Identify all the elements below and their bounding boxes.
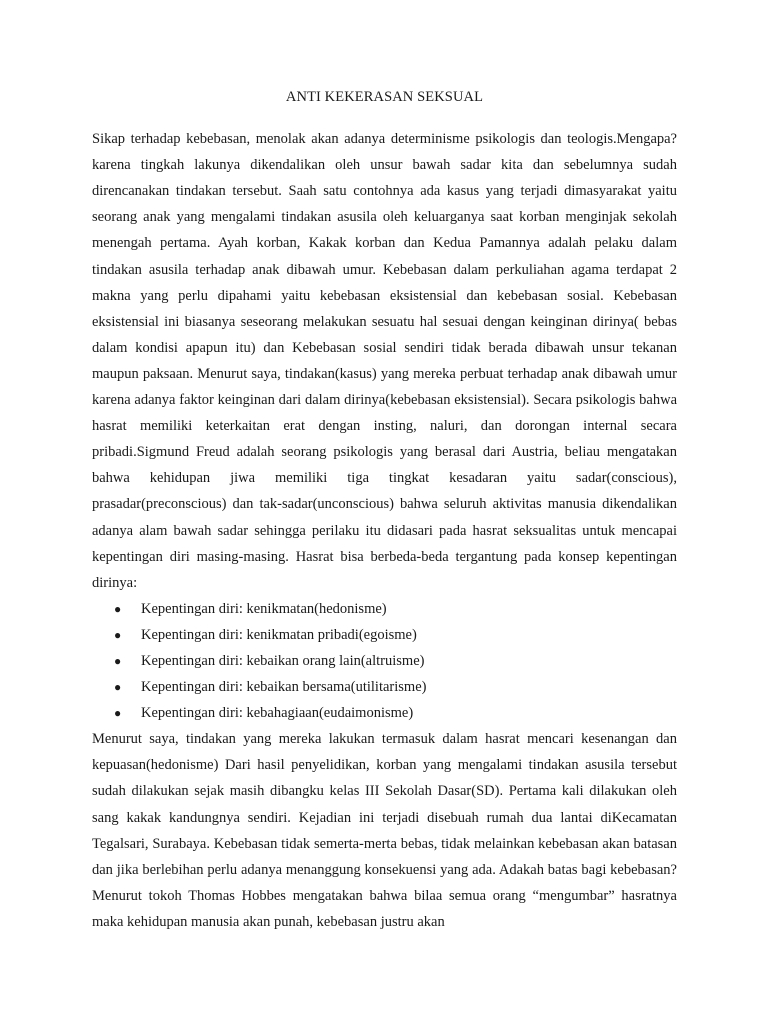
bullet-item — [114, 596, 677, 622]
bullet-item — [114, 648, 677, 674]
bullet-text: Kepentingan diri: kebaikan orang lain(altruisme) — [141, 652, 425, 669]
bullet-list — [92, 596, 677, 726]
bullet-icon: ● — [114, 627, 122, 642]
document-title: ANTI KEKERASAN SEKSUAL — [285, 89, 484, 105]
bullet-text: Kepentingan diri: kenikmatan pribadi(egoisme) — [141, 626, 417, 643]
bullet-icon: ● — [114, 601, 122, 616]
bullet-item — [114, 674, 677, 700]
bullet-icon: ● — [114, 653, 122, 668]
bullet-icon: ● — [114, 680, 122, 695]
bullet-text: Kepentingan diri: kenikmatan(hedonisme) — [141, 600, 387, 617]
bullet-item — [114, 700, 677, 726]
bullet-icon: ● — [114, 706, 122, 721]
bullet-text: Kepentingan diri: kebahagiaan(eudaimonisme) — [141, 705, 414, 722]
bullet-item — [114, 622, 677, 648]
paragraph-1: Sikap terhadap kebebasan, menolak akan adanya determinisme psikologis dan teologis.Mengapa? karena tingkah lakunya dikendalikan oleh unsur bawah sadar kita dan sebelumnya sudah direncanakan tindakan tersebut. Saah satu contohnya ada kasus yang terjadi dimasyarakat yaitu seorang anak yang mengalami tindakan asusila oleh keluarganya saat korban menginjak sekolah menengah pertama. Ayah korban, Kakak korban dan Kedua Pamannya adalah pelaku dalam tindakan asusila terhadap anak dibawah umur. Kebebasan dalam perkuliahan agama terdapat 2 makna yang perlu dipahami yaitu kebebasan eksistensial dan kebebasan sosial. Kebebasan eksistensial ini biasanya seseorang melakukan sesuatu hal sesuai dengan keinginan dirinya( bebas dalam kondisi apapun itu) dan Kebebasan sosial sendiri tidak berada dibawah unsur tekanan maupun paksaan. Menurut saya, tindakan(kasus) yang mereka perbuat terhadap anak dibawah umur karena adanya faktor keinginan dari dalam dirinya(kebebasan eksistensial). Secara psikologis bahwa hasrat memiliki keterkaitan erat dengan insting, naluri, dan dorongan internal secara pribadi.Sigmund Freud adalah seorang psikologis yang berasal dari Austria, beliau mengatakan bahwa kehidupan jiwa memiliki tiga tingkat kesadaran yaitu sadar(conscious), prasadar(preconscious) dan tak-sadar(unconscious) bahwa seluruh aktivitas manusia dikendalikan adanya alam bawah sadar sehingga perilaku itu didasari pada hasrat seksualitas untuk mencapai kepentingan diri masing-masing. Hasrat bisa berbeda-beda tergantung pada konsep kepentingan dirinya: — [92, 131, 677, 591]
paragraph-2: Menurut saya, tindakan yang mereka lakukan termasuk dalam hasrat mencari kesenangan dan kepuasan(hedonisme) Dari hasil penyelidikan, korban yang mengalami tindakan asusila tersebut sudah dilakukan sejak masih dibangku kelas III Sekolah Dasar(SD). Pertama kali dilakukan oleh sang kakak kandungnya sendiri. Kejadian ini terjadi disebuah rumah dua lantai diKecamatan Tegalsari, Surabaya. Kebebasan tidak semerta-merta bebas, tidak melainkan kebebasan akan batasan dan jika berlebihan perlu adanya menanggung konsekuensi yang ada. Adakah batas bagi kebebasan? Menurut tokoh Thomas Hobbes mengatakan bahwa bilaa semua orang “mengumbar” hasratnya maka kehidupan manusia akan punah, kebebasan justru akan — [92, 731, 677, 930]
bullet-text: Kepentingan diri: kebaikan bersama(utilitarisme) — [141, 679, 427, 696]
